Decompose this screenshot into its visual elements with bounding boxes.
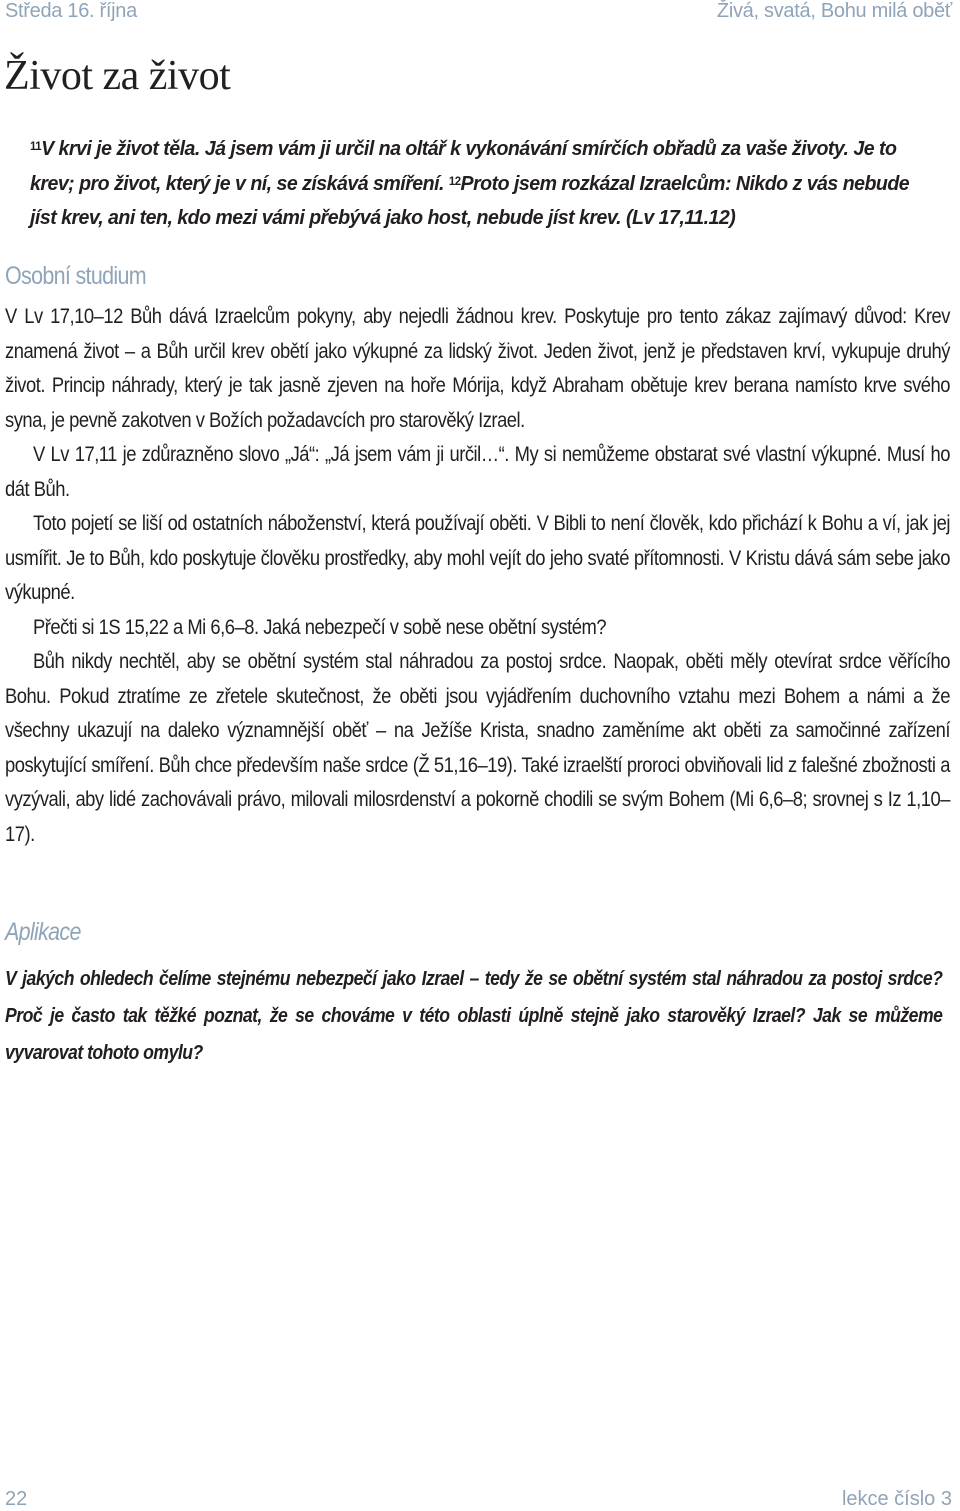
verse-11-text: V krvi je život těla. Já jsem vám ji určil na oltář k vykonávání smírčích obřadů za vaše životy. Je to krev; pro život, který je v ní, se získává smíření. xyxy=(30,137,897,195)
page-title: Život za život xyxy=(4,53,231,99)
page-number: 22 xyxy=(5,1488,28,1510)
study-body xyxy=(5,300,950,852)
verse-12-text: Proto jsem rozkázal Izraelcům: Nikdo z vás nebude jíst krev, ani ten, kdo mezi vámi přebývá jako host, nebude jíst krev. xyxy=(30,171,910,229)
lesson-label: lekce číslo 3 xyxy=(841,1488,952,1510)
study-paragraph: Toto pojetí se liší od ostatních náboženství, která používají oběti. V Bibli to není člověk, kdo přichází k Bohu a ví, jak jej usmířit. Je to Bůh, kdo poskytuje člověku prostředky, aby mohl vejít do jeho svaté přítomnosti. V Kristu dává sám sebe jako výkupné. xyxy=(5,512,950,604)
page-header xyxy=(5,0,952,34)
verse-number-12: 12 xyxy=(448,173,461,188)
study-paragraph: V Lv 17,10–12 Bůh dává Izraelcům pokyny, aby nejedli žádnou krev. Poskytuje pro tento zákaz zajímavý důvod: Krev znamená život – a Bůh určil krev obětí jako výkupné za lidský život. Jeden život, jenž je představen krví, vykupuje druhý život. Princip náhrady, který je tak jasně zjeven na hoře Mórija, když Abraham obětuje krev berana namísto krve svého syna, je pevně zakotven v Božích požadavcích pro starověký Izrael. xyxy=(5,305,950,432)
study-heading: Osobní studium xyxy=(5,262,146,290)
verse-number-11: 11 xyxy=(30,139,42,153)
scripture-reference: (Lv 17,11.12) xyxy=(625,206,736,229)
application-heading: Aplikace xyxy=(5,918,81,946)
study-paragraph: V Lv 17,11 je zdůrazněno slovo „Já“: „Já jsem vám ji určil…“. My si nemůžeme obstarat své vlastní výkupné. Musí ho dát Bůh. xyxy=(5,443,950,501)
scripture-passage xyxy=(30,132,912,236)
header-date: Středa 16. října xyxy=(5,0,137,22)
header-series-title: Živá, svatá, Bohu milá oběť xyxy=(716,0,952,22)
study-question: Přečti si 1S 15,22 a Mi 6,6–8. Jaká nebezpečí v sobě nese obětní systém? xyxy=(33,615,607,639)
application-questions: V jakých ohledech čelíme stejnému nebezpečí jako Izrael – tedy že se obětní systém stal náhradou za postoj srdce? Proč je často tak těžké poznat, že se chováme v této oblasti úplně stejně jako starověký Izrael? Jak se můžeme vyvarovat tohoto omylu? xyxy=(5,967,943,1064)
study-paragraph: Bůh nikdy nechtěl, aby se obětní systém stal náhradou za postoj srdce. Naopak, oběti měly otevírat srdce věřícího Bohu. Pokud ztratíme ze zřetele skutečnost, že oběti jsou vyjádřením duchovního vztahu mezi Bohem a námi a že všechny ukazují na daleko významnější oběť – na Ježíše Krista, snadno zaměníme akt oběti za samočinné zařízení poskytující smíření. Bůh chce především naše srdce (Ž 51,16–19). Také izraelští proroci obviňovali lid z falešné zbožnosti a vyzývali, aby lidé zachovávali právo, milovali milosrdenství a pokorně chodili se svým Bohem (Mi 6,6–8; srovnej s Iz 1,10–17). xyxy=(5,650,950,846)
page-footer xyxy=(5,1481,952,1511)
